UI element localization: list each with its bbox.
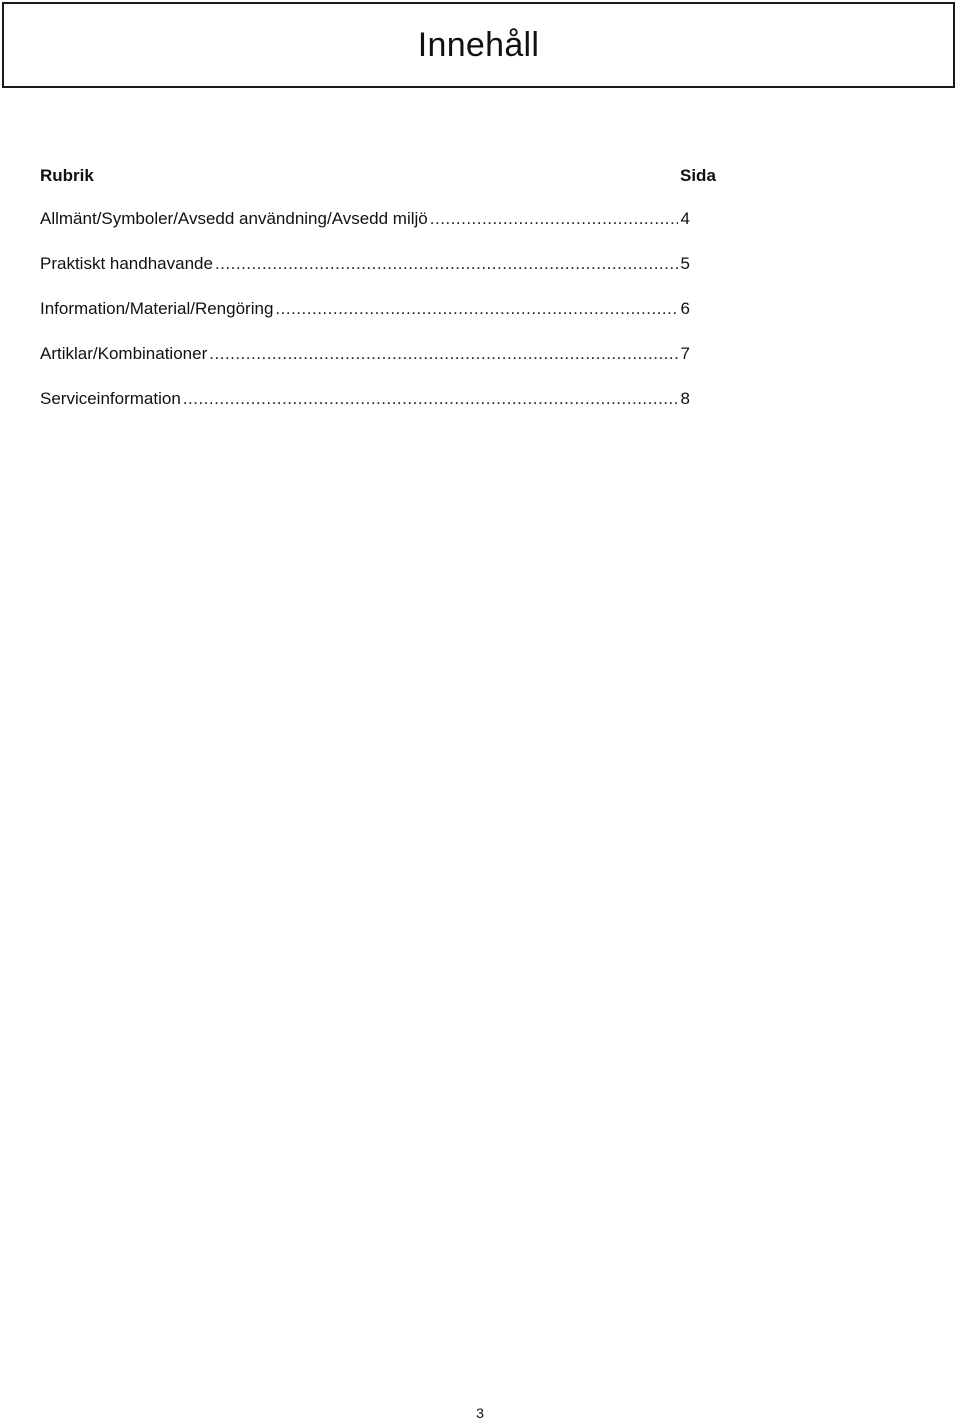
dot-leader: [430, 209, 678, 229]
dot-leader: [275, 299, 678, 319]
toc-entry[interactable]: [40, 209, 690, 254]
toc-header-rubrik: Rubrik: [40, 166, 94, 185]
toc-entry[interactable]: [40, 344, 690, 389]
toc-entry-page: 7: [680, 344, 690, 363]
toc-entry-page: 5: [680, 254, 690, 273]
toc-entry-label: Allmänt/Symboler/Avsedd användning/Avsedd miljö: [40, 209, 428, 228]
toc-entry-page: 8: [680, 389, 690, 408]
toc-entry[interactable]: [40, 254, 690, 299]
toc-entry[interactable]: [40, 389, 690, 434]
toc-entry-label: Artiklar/Kombinationer: [40, 344, 208, 363]
toc-entry-page: 6: [680, 299, 690, 318]
dot-leader: [215, 254, 678, 274]
toc-header-sida: Sida: [680, 166, 716, 185]
page-number: 3: [476, 1405, 484, 1421]
dot-leader: [209, 344, 678, 364]
toc-header: [40, 166, 730, 192]
title-box: [2, 2, 955, 88]
toc-entry-label: Serviceinformation: [40, 389, 181, 408]
toc-entry-label: Praktiskt handhavande: [40, 254, 213, 273]
toc-entry-label: Information/Material/Rengöring: [40, 299, 274, 318]
toc-entry[interactable]: [40, 299, 690, 344]
toc-list: [40, 209, 690, 434]
page-title: Innehåll: [417, 25, 540, 64]
toc-entry-page: 4: [680, 209, 690, 228]
table-of-contents: [40, 166, 730, 434]
dot-leader: [183, 389, 678, 409]
